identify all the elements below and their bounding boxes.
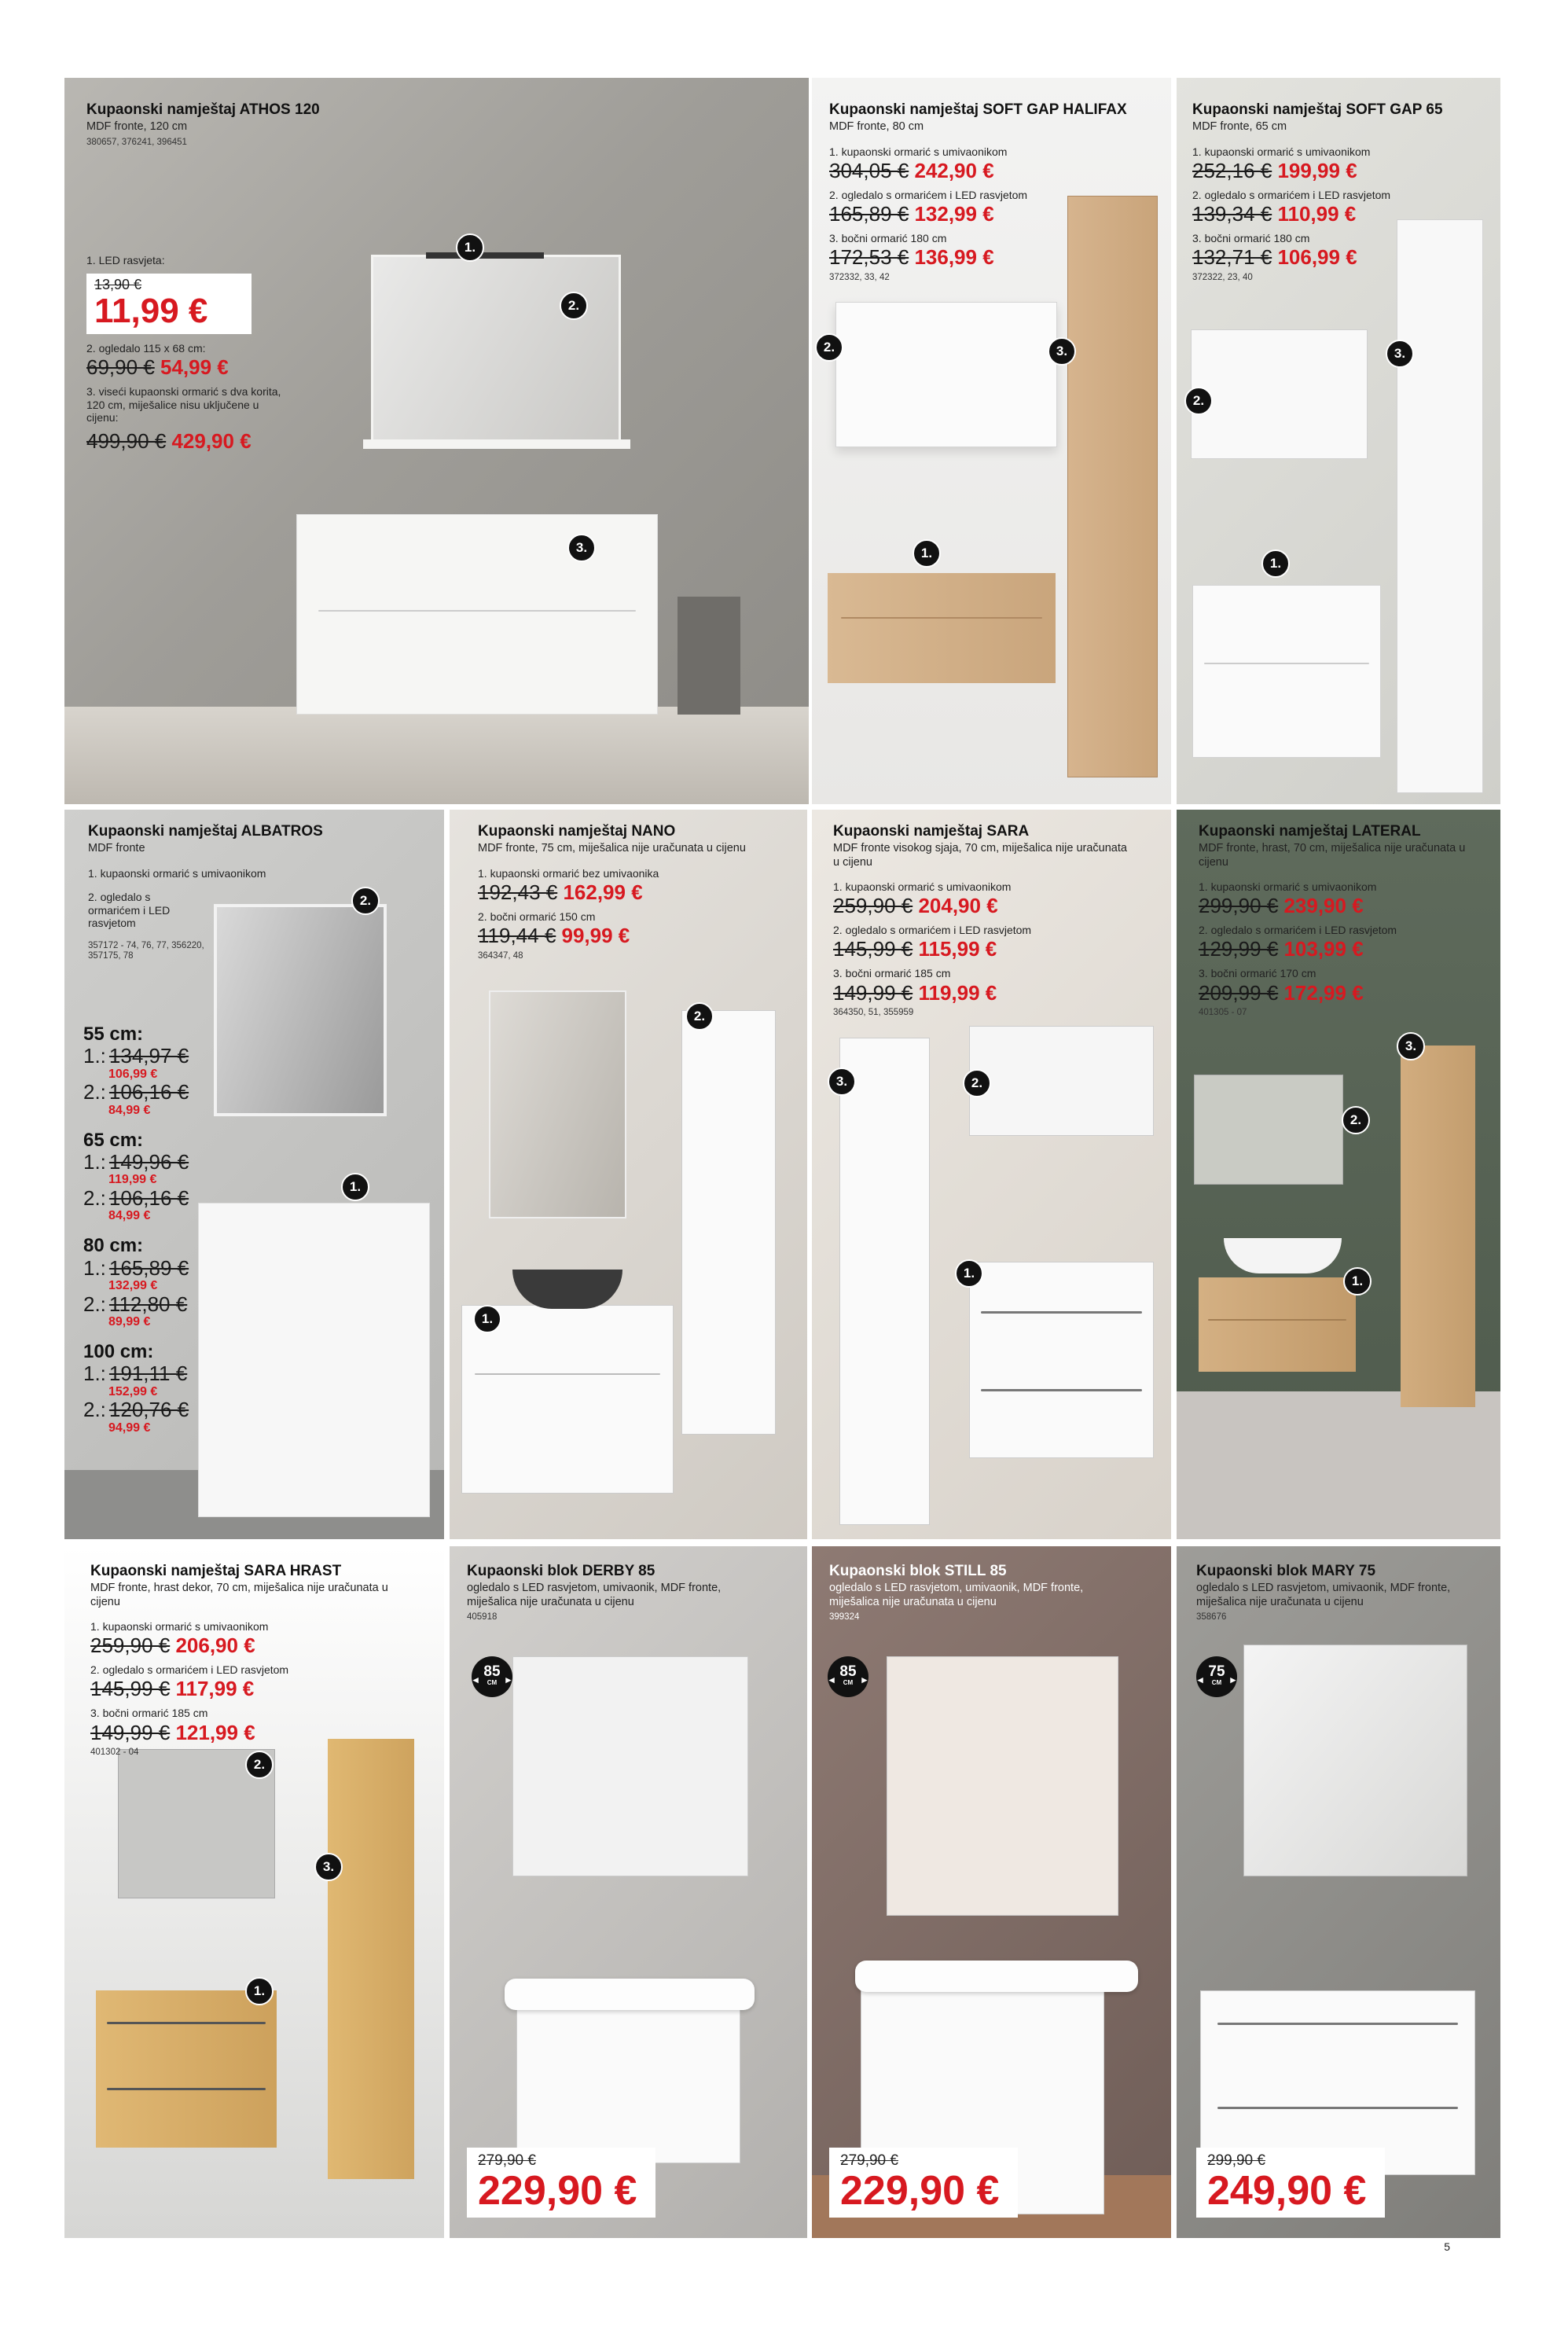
number-badge: 2. xyxy=(1342,1106,1370,1134)
towel xyxy=(678,597,740,715)
new-price: 110,99 € xyxy=(1277,202,1357,226)
tall-cabinet-image xyxy=(1397,219,1483,793)
old-price: 106,16 € xyxy=(108,1080,189,1104)
product-title: Kupaonski namještaj LATERAL xyxy=(1199,823,1421,840)
product-info xyxy=(86,101,346,148)
row-number: 1.: xyxy=(83,1044,106,1068)
vanity-cabinet-image xyxy=(1199,1277,1356,1372)
number-badge: 1. xyxy=(913,539,941,568)
new-price: 84,99 € xyxy=(108,1103,151,1117)
product-subtitle: MDF fronte, 65 cm xyxy=(1192,120,1287,134)
item-label: 1. kupaonski ormarić s umivaonikom xyxy=(90,1619,269,1633)
new-price: 132,99 € xyxy=(914,202,994,226)
number-badge: 2. xyxy=(245,1751,274,1779)
price-block xyxy=(86,248,299,453)
mirror-cabinet-image xyxy=(1194,1075,1343,1185)
panel-albatros xyxy=(64,810,444,1539)
new-price: 119,99 € xyxy=(918,980,997,1005)
product-code: 380657, 376241, 396451 xyxy=(86,137,187,147)
tall-cabinet-image xyxy=(1401,1046,1475,1407)
product-title: Kupaonski namještaj SARA HRAST xyxy=(90,1563,342,1579)
arrow-left-icon: ◂ xyxy=(829,1674,835,1685)
panel-lateral xyxy=(1177,810,1500,1539)
item-label: 1. kupaonski ormarić s umivaonikom xyxy=(829,145,1008,158)
new-price: 152,99 € xyxy=(108,1384,158,1398)
old-price: 149,96 € xyxy=(108,1149,189,1174)
size-badge xyxy=(472,1656,512,1697)
product-code: 364347, 48 xyxy=(478,950,523,961)
product-code: 358676 xyxy=(1196,1611,1227,1622)
product-title: Kupaonski namještaj ALBATROS xyxy=(88,823,323,840)
price-row xyxy=(90,1634,420,1658)
size-price-row xyxy=(83,1082,241,1103)
mirror-cabinet-image xyxy=(1191,329,1368,459)
number-badge: 3. xyxy=(828,1068,856,1096)
page-number: 5 xyxy=(1444,2240,1450,2253)
mirror-image xyxy=(371,255,621,443)
product-title: Kupaonski namještaj ATHOS 120 xyxy=(86,101,320,118)
old-price: 299,90 € xyxy=(1199,894,1279,918)
floor xyxy=(64,707,809,804)
price-row xyxy=(90,1677,420,1701)
vanity-cabinet-image xyxy=(969,1262,1154,1458)
old-price: 259,90 € xyxy=(90,1634,171,1658)
product-code: 372332, 33, 42 xyxy=(829,273,890,283)
vanity-cabinet-image xyxy=(516,2006,740,2163)
product-title: Kupaonski namještaj SOFT GAP 65 xyxy=(1192,101,1443,118)
number-badge: 1. xyxy=(456,233,484,262)
panel-still-85 xyxy=(812,1546,1171,2238)
panel-derby-85 xyxy=(450,1546,807,2238)
old-price: 259,90 € xyxy=(833,894,913,918)
product-title: Kupaonski namještaj SOFT GAP HALIFAX xyxy=(829,101,1127,118)
number-badge: 1. xyxy=(1261,549,1290,578)
price-row xyxy=(90,1721,420,1745)
price-row xyxy=(833,937,1148,961)
product-subtitle: ogledalo s LED rasvjetom, umivaonik, MDF fronte, miješalica nije uračunata u cijenu xyxy=(1196,1582,1451,1608)
new-price: 204,90 € xyxy=(918,894,998,918)
led-light xyxy=(426,252,544,259)
old-price: 499,90 € xyxy=(86,428,167,453)
new-price: 121,99 € xyxy=(175,1720,255,1744)
new-price: 136,99 € xyxy=(914,245,994,270)
product-subtitle: MDF fronte, hrast, 70 cm, miješalica nije uračunata u cijenu xyxy=(1199,842,1466,869)
mirror-image xyxy=(489,990,626,1218)
item-label: 2. ogledalo s ormarićem i LED rasvjetom xyxy=(829,188,1028,201)
product-code: 405918 xyxy=(467,1611,498,1622)
number-badge: 1. xyxy=(473,1305,501,1333)
item-label: 3. bočni ormarić 180 cm xyxy=(829,231,947,244)
price-row xyxy=(1192,159,1495,183)
size-price-row xyxy=(83,1046,241,1067)
size-label: 55 cm: xyxy=(83,1023,144,1045)
led-price-box xyxy=(86,274,252,334)
size-badge xyxy=(828,1656,868,1697)
number-badge: 1. xyxy=(245,1977,274,2005)
product-subtitle: MDF fronte xyxy=(88,842,145,855)
number-badge: 3. xyxy=(314,1853,343,1881)
old-price: 209,99 € xyxy=(1199,980,1279,1005)
old-price: 145,99 € xyxy=(833,937,913,961)
price-row xyxy=(829,245,1159,270)
sink-bowl xyxy=(1224,1238,1342,1273)
new-price: 84,99 € xyxy=(108,1209,151,1223)
old-price: 252,16 € xyxy=(1192,159,1272,183)
sink-basin xyxy=(505,1979,755,2010)
price-row xyxy=(833,981,1148,1005)
old-price: 139,34 € xyxy=(1192,202,1272,226)
product-title: Kupaonski namještaj SARA xyxy=(833,823,1030,840)
item-label: 3. bočni ormarić 185 cm xyxy=(90,1707,208,1719)
price-row xyxy=(1192,245,1495,270)
arrow-right-icon: ▸ xyxy=(1230,1674,1236,1685)
size-price-row xyxy=(83,1399,241,1420)
old-price: 120,76 € xyxy=(108,1398,189,1422)
number-badge: 2. xyxy=(815,333,843,362)
tall-cabinet-image xyxy=(839,1038,930,1525)
product-subtitle: MDF fronte, 80 cm xyxy=(829,120,924,134)
arrow-right-icon: ▸ xyxy=(505,1674,511,1685)
old-price: 13,90 € xyxy=(94,276,142,292)
mirror-shelf xyxy=(363,439,630,449)
row-number: 1.: xyxy=(83,1362,106,1386)
product-code: 357172 - 74, 76, 77, 356220, 357175, 78 xyxy=(88,940,204,961)
product-info xyxy=(467,1563,781,1623)
panel-soft-gap-65 xyxy=(1177,78,1500,804)
mirror-image xyxy=(1243,1645,1467,1876)
product-info xyxy=(478,823,777,961)
price-row xyxy=(1192,202,1495,226)
product-code: 372322, 23, 40 xyxy=(1192,273,1253,283)
size-price-row xyxy=(83,1149,241,1174)
product-title: Kupaonski blok DERBY 85 xyxy=(467,1563,655,1579)
new-price: 229,90 € xyxy=(478,2168,637,2214)
item-label: 1. kupaonski ormarić s umivaonikom xyxy=(1199,880,1377,893)
size-price-list xyxy=(83,1023,241,1447)
number-badge: 2. xyxy=(351,887,380,915)
number-badge: 3. xyxy=(1048,337,1076,366)
old-price: 279,90 € xyxy=(840,2152,898,2169)
product-title: Kupaonski blok MARY 75 xyxy=(1196,1563,1376,1579)
panel-nano xyxy=(450,810,807,1539)
product-info xyxy=(829,101,1159,284)
old-price: 69,90 € xyxy=(86,355,155,380)
price-row xyxy=(833,894,1148,918)
mirror-cabinet-image xyxy=(835,302,1057,447)
item-label: 1. kupaonski ormarić s umivaonikom xyxy=(833,880,1012,893)
size-group xyxy=(83,1130,241,1225)
floor xyxy=(1177,1391,1500,1539)
new-price: 103,99 € xyxy=(1283,937,1364,961)
row-number: 2.: xyxy=(83,1186,106,1211)
price-row xyxy=(829,202,1159,226)
product-info xyxy=(88,823,371,962)
new-price: 429,90 € xyxy=(171,428,252,453)
size-group xyxy=(83,1235,241,1330)
size-unit: CM xyxy=(843,1679,854,1686)
sink-basin xyxy=(855,1961,1138,1992)
mirror-cabinet-image xyxy=(969,1026,1154,1136)
new-price: 94,99 € xyxy=(108,1420,151,1435)
size-label: 100 cm: xyxy=(83,1340,154,1362)
new-price: 99,99 € xyxy=(561,924,630,948)
new-price: 249,90 € xyxy=(1207,2168,1367,2214)
number-badge: 1. xyxy=(955,1259,983,1288)
item-label: 3. viseći kupaonski ormarić s dva korita, 120 cm, miješalice nisu uključene u cijenu: xyxy=(86,385,281,424)
new-price: 199,99 € xyxy=(1277,159,1357,183)
product-code: 364350, 51, 355959 xyxy=(833,1008,914,1018)
tall-cabinet-image xyxy=(328,1739,414,2179)
product-subtitle: ogledalo s LED rasvjetom, umivaonik, MDF fronte, miješalica nije uračunata u cijenu xyxy=(467,1582,722,1608)
row-number: 1.: xyxy=(83,1149,106,1174)
product-subtitle: MDF fronte visokog sjaja, 70 cm, miješalica nije uračunata u cijenu xyxy=(833,842,1127,869)
price-row xyxy=(478,924,777,948)
size-label: 65 cm: xyxy=(83,1129,144,1151)
panel-athos-120 xyxy=(64,78,809,804)
number-badge: 1. xyxy=(341,1173,369,1201)
new-price: 11,99 € xyxy=(94,291,208,330)
number-badge: 3. xyxy=(1397,1032,1425,1060)
vanity-cabinet-image xyxy=(296,514,658,715)
item-label: 3. bočni ormarić 170 cm xyxy=(1199,967,1316,979)
new-price: 242,90 € xyxy=(914,159,994,183)
number-badge: 2. xyxy=(560,292,588,320)
item-label: 2. ogledalo s ormarićem i LED rasvjetom xyxy=(88,891,171,930)
panel-soft-gap-halifax xyxy=(812,78,1171,804)
price-row xyxy=(86,429,299,454)
item-label: 2. ogledalo s ormarićem i LED rasvjetom xyxy=(90,1663,289,1676)
item-label: 1. kupaonski ormarić s umivaonikom xyxy=(88,866,266,880)
price-row xyxy=(86,355,299,380)
size-value: 85 xyxy=(483,1663,501,1680)
price-box xyxy=(1196,2148,1385,2218)
product-title: Kupaonski namještaj NANO xyxy=(478,823,676,840)
size-label: 80 cm: xyxy=(83,1235,144,1257)
old-price: 145,99 € xyxy=(90,1677,171,1701)
new-price: 106,99 € xyxy=(108,1067,158,1081)
number-badge: 3. xyxy=(567,534,596,562)
new-price: 229,90 € xyxy=(840,2168,1000,2214)
size-price-row xyxy=(83,1363,241,1384)
size-unit: CM xyxy=(1211,1679,1222,1686)
size-unit: CM xyxy=(487,1679,498,1686)
old-price: 134,97 € xyxy=(108,1044,189,1068)
old-price: 132,71 € xyxy=(1192,245,1272,270)
row-number: 2.: xyxy=(83,1398,106,1422)
old-price: 165,89 € xyxy=(829,202,909,226)
size-value: 85 xyxy=(839,1663,857,1680)
panel-sara xyxy=(812,810,1171,1539)
old-price: 165,89 € xyxy=(108,1255,189,1280)
row-number: 1.: xyxy=(83,1255,106,1280)
old-price: 304,05 € xyxy=(829,159,909,183)
row-number: 2.: xyxy=(83,1292,106,1316)
item-label: 2. ogledalo s ormarićem i LED rasvjetom xyxy=(1199,923,1397,936)
product-title: Kupaonski blok STILL 85 xyxy=(829,1563,1007,1579)
number-badge: 3. xyxy=(1386,340,1414,368)
new-price: 172,99 € xyxy=(1283,980,1364,1005)
price-row xyxy=(829,159,1159,183)
item-label: 2. ogledalo 115 x 68 cm: xyxy=(86,341,206,355)
size-badge xyxy=(1196,1656,1237,1697)
size-value: 75 xyxy=(1208,1663,1225,1680)
old-price: 149,99 € xyxy=(90,1720,171,1744)
new-price: 89,99 € xyxy=(108,1315,151,1329)
product-info xyxy=(1196,1563,1495,1623)
panel-sara-hrast xyxy=(64,1546,444,2238)
old-price: 279,90 € xyxy=(478,2152,536,2169)
old-price: 191,11 € xyxy=(108,1362,188,1386)
item-label: 2. bočni ormarić 150 cm xyxy=(478,910,596,923)
price-box xyxy=(829,2148,1018,2218)
new-price: 132,99 € xyxy=(108,1278,158,1292)
old-price: 129,99 € xyxy=(1199,937,1279,961)
product-code: 399324 xyxy=(829,1611,860,1622)
product-info xyxy=(829,1563,1159,1623)
number-badge: 2. xyxy=(685,1002,714,1031)
old-price: 192,43 € xyxy=(478,880,558,905)
item-label: 2. ogledalo s ormarićem i LED rasvjetom xyxy=(833,923,1032,936)
old-price: 112,80 € xyxy=(108,1292,188,1316)
price-row xyxy=(1199,937,1493,961)
new-price: 119,99 € xyxy=(108,1173,157,1187)
panel-mary-75 xyxy=(1177,1546,1500,2238)
size-price-row xyxy=(83,1294,241,1315)
number-badge: 1. xyxy=(1343,1267,1372,1295)
new-price: 115,99 € xyxy=(918,937,997,961)
number-badge: 2. xyxy=(963,1069,991,1097)
new-price: 54,99 € xyxy=(160,355,229,380)
old-price: 299,90 € xyxy=(1207,2152,1265,2169)
product-info xyxy=(1199,823,1493,1019)
vanity-cabinet-image xyxy=(1192,585,1381,758)
product-code: 401305 - 07 xyxy=(1199,1008,1247,1018)
product-subtitle: MDF fronte, 120 cm xyxy=(86,120,188,134)
item-label: 3. bočni ormarić 180 cm xyxy=(1192,231,1310,244)
mirror-cabinet-image xyxy=(887,1656,1118,1916)
vanity-cabinet-image xyxy=(96,1990,277,2148)
price-row xyxy=(1199,894,1493,918)
arrow-right-icon: ▸ xyxy=(861,1674,867,1685)
size-price-row xyxy=(83,1255,241,1280)
product-code: 401302 - 04 xyxy=(90,1747,139,1758)
item-label: 3. bočni ormarić 185 cm xyxy=(833,967,951,979)
size-group xyxy=(83,1023,241,1119)
number-badge: 2. xyxy=(1184,387,1213,415)
product-info xyxy=(833,823,1148,1019)
item-label: 1. kupaonski ormarić bez umivaonika xyxy=(478,866,659,880)
old-price: 106,16 € xyxy=(108,1186,189,1211)
product-subtitle: MDF fronte, hrast dekor, 70 cm, miješalica nije uračunata u cijenu xyxy=(90,1582,388,1608)
item-label: 1. kupaonski ormarić s umivaonikom xyxy=(1192,145,1371,158)
old-price: 149,99 € xyxy=(833,980,913,1005)
item-label: 2. ogledalo s ormarićem i LED rasvjetom xyxy=(1192,188,1391,201)
new-price: 239,90 € xyxy=(1283,894,1364,918)
new-price: 162,99 € xyxy=(563,880,643,905)
old-price: 172,53 € xyxy=(829,245,909,270)
item-label: 1. LED rasvjeta: xyxy=(86,254,165,266)
old-price: 119,44 € xyxy=(478,924,556,948)
price-row xyxy=(478,880,777,905)
price-row xyxy=(1199,981,1493,1005)
product-subtitle: MDF fronte, 75 cm, miješalica nije uračunata u cijenu xyxy=(478,842,746,855)
product-subtitle: ogledalo s LED rasvjetom, umivaonik, MDF fronte, miješalica nije uračunata u cijenu xyxy=(829,1582,1084,1608)
arrow-left-icon: ◂ xyxy=(1198,1674,1203,1685)
row-number: 2.: xyxy=(83,1080,106,1104)
mirror-cabinet-image xyxy=(512,1656,748,1876)
vanity-cabinet-image xyxy=(828,573,1056,683)
new-price: 106,99 € xyxy=(1277,245,1357,270)
new-price: 206,90 € xyxy=(175,1634,255,1658)
size-group xyxy=(83,1341,241,1436)
price-box xyxy=(467,2148,655,2218)
size-price-row xyxy=(83,1188,241,1209)
product-info xyxy=(90,1563,420,1758)
arrow-left-icon: ◂ xyxy=(473,1674,479,1685)
new-price: 117,99 € xyxy=(175,1677,255,1701)
vanity-cabinet-image xyxy=(461,1305,674,1494)
product-info xyxy=(1192,101,1495,284)
tall-cabinet-image xyxy=(681,1010,776,1435)
